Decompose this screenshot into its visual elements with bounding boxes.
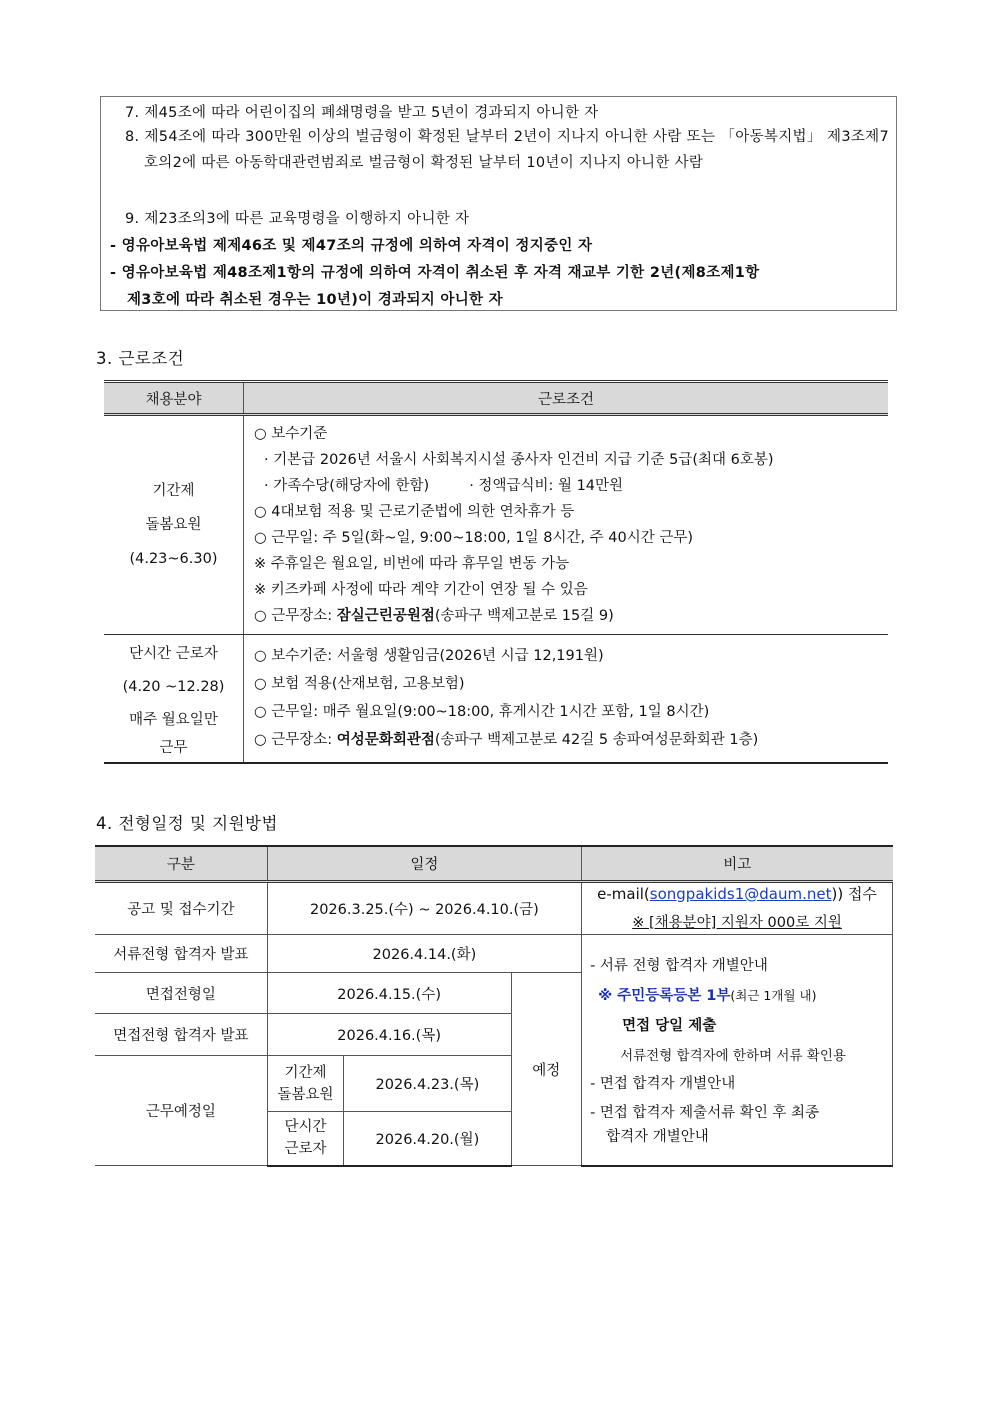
- application-dates: 2026.3.25.(수) ~ 2026.4.10.(금): [267, 882, 581, 935]
- row-document-result: 서류전형 합격자 발표: [95, 935, 267, 973]
- part-time-type: 단시간 근로자: [267, 1112, 344, 1166]
- work-conditions-table: [104, 380, 888, 764]
- row-interview-result: 면접전형 합격자 발표: [95, 1014, 267, 1056]
- schedule-table: [95, 845, 893, 1167]
- item-9: 9. 제23조의3에 따른 교육명령을 이행하지 아니한 자: [125, 211, 470, 227]
- email-link[interactable]: songpakids1@daum.net: [649, 885, 832, 903]
- interview-result-date: 2026.4.16.(목): [267, 1014, 511, 1056]
- planned-label: 예정: [511, 973, 582, 1166]
- part-time-label: 단시간 근로자 (4.20 ~12.28) 매주 월요일만 근무: [104, 635, 244, 763]
- interview-date: 2026.4.15.(수): [267, 973, 511, 1014]
- col-category: 구분: [95, 846, 267, 882]
- fixed-term-type: 기간제 돌봄요원: [267, 1056, 344, 1112]
- part-time-start: 2026.4.20.(월): [344, 1112, 511, 1166]
- col-schedule: 일정: [267, 846, 581, 882]
- col-field: 채용분야: [104, 382, 244, 415]
- fixed-term-label: 기간제 돌봄요원 (4.23~6.30): [104, 415, 244, 635]
- remarks-notes: - 서류 전형 합격자 개별안내 ※ 주민등록등본 1부(최근 1개월 내) 면접 당일 제출 서류전형 합격자에 한하며 서류 확인용 - 면접 합격자 개별안내 - 면접 합격자 제출서류 확인 후 최종 합격자 개별안내: [582, 935, 893, 1166]
- document-result-date: 2026.4.14.(화): [267, 935, 581, 973]
- email-remark: e-mail(songpakids1@daum.net)) 접수 ※ [채용분야] 지원자 000로 지원: [582, 882, 893, 935]
- col-remarks: 비고: [582, 846, 893, 882]
- section-4-title: 4. 전형일정 및 지원방법: [96, 814, 278, 833]
- col-conditions: 근로조건: [244, 382, 889, 415]
- row-part-time: [104, 635, 888, 763]
- item-7: 7. 제45조에 따라 어린이집의 폐쇄명령을 받고 5년이 경과되지 아니한 자: [125, 105, 599, 121]
- row-start-date: 근무예정일: [95, 1056, 267, 1166]
- bullet-2a: - 영유아보육법 제48조제1항의 규정에 의하여 자격이 취소된 후 자격 재교부 기한 2년(제8조제1항: [110, 265, 760, 281]
- disqualification-box: [100, 96, 897, 311]
- fixed-term-start: 2026.4.23.(목): [344, 1056, 511, 1112]
- bullet-2b: 제3호에 따라 취소된 경우는 10년)이 경과되지 아니한 자: [127, 292, 503, 308]
- fixed-term-conditions: ○ 보수기준 · 기본급 2026년 서울시 사회복지시설 종사자 인건비 지급 기준 5급(최대 6호봉) · 가족수당(해당자에 한함) · 정액급식비: 월 14만원 ○ 4대보험 적용 및 근로기준법에 의한 연차휴가 등 ○ 근무일: 주 5일(화~일, 9:00~18:00, 1일 8시간, 주 40시간 근무) ※ 주휴일은 월요일, 비번에 따라 휴무일 변동 가능 ※ 키즈카페 사정에 따라 계약 기간이 연장 될 수 있음 ○ 근무장소: 잠실근린공원점(송파구 백제고분로 15길 9): [244, 415, 889, 635]
- row-interview: 면접전형일: [95, 973, 267, 1014]
- row-application-period: 공고 및 접수기간: [95, 882, 267, 935]
- bullet-1: - 영유아보육법 제제46조 및 제47조의 규정에 의하여 자격이 정지중인 자: [110, 238, 593, 254]
- part-time-conditions: ○ 보수기준: 서울형 생활임금(2026년 시급 12,191원) ○ 보험 적용(산재보험, 고용보험) ○ 근무일: 매주 월요일(9:00~18:00, 휴게시간 1시간 포함, 1일 8시간) ○ 근무장소: 여성문화회관점(송파구 백제고분로 42길 5 송파여성문화회관 1층): [244, 635, 889, 763]
- section-3-title: 3. 근로조건: [96, 349, 185, 368]
- row-fixed-term: [104, 415, 888, 635]
- item-8: 8. 제54조에 따라 300만원 이상의 벌금형이 확정된 날부터 2년이 지나지 아니한 사람 또는 「아동복지법」 제3조제7호의2에 따른 아동학대관련범죄로 벌금형이 확정된 날부터 10년이 지나지 아니한 사람: [125, 129, 889, 171]
